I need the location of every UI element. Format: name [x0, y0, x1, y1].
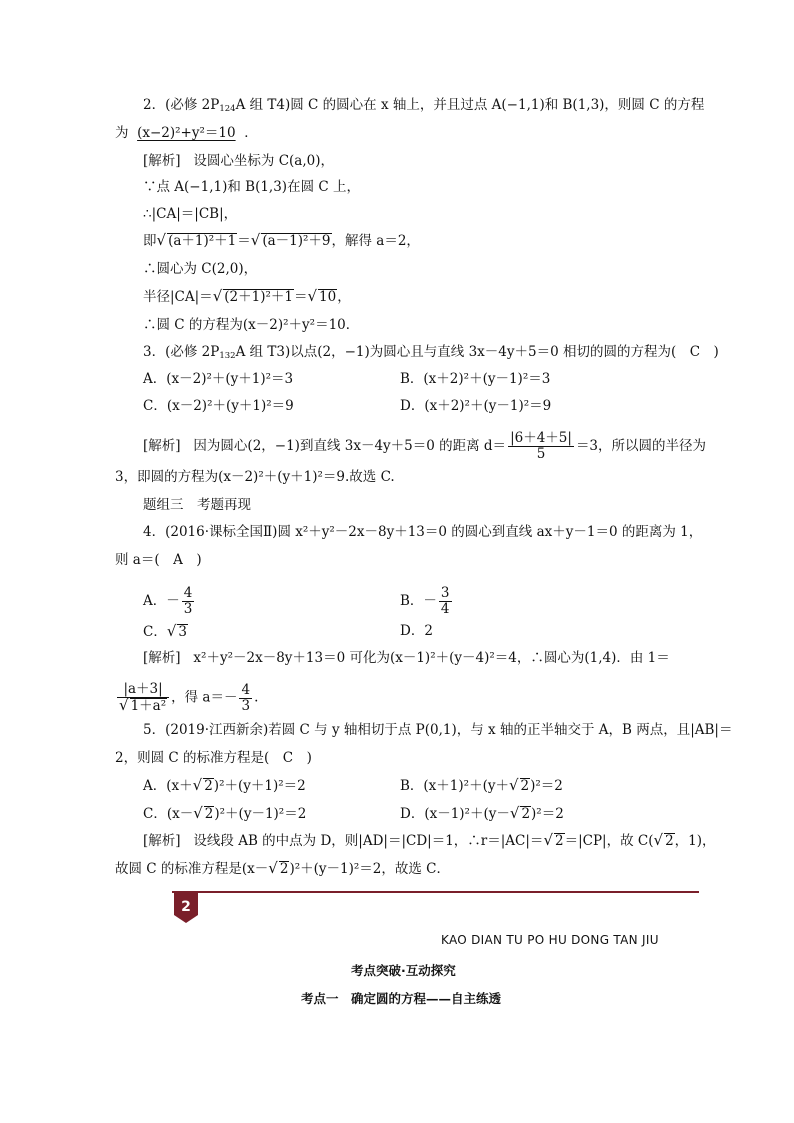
- q2-answer: (x−2)²+y²＝10: [137, 125, 236, 141]
- badge-number: 2: [181, 899, 191, 915]
- q2-solution-line3: ∴|CA|＝|CB|，: [143, 206, 238, 222]
- q5-solution-line1: [解析] 设线段 AB 的中点为 D，则|AD|＝|CD|＝1，∴r＝|AC|＝√ 2＝|CP|，故 C(√ 2，1)，: [143, 831, 716, 849]
- q3-option-a: A．(x－2)²＋(y＋1)²＝3: [143, 371, 294, 387]
- badge-shape: [174, 893, 198, 923]
- q2-solution-line6: 半径|CA|＝√ (2＋1)²＋1＝√ 10，: [143, 287, 351, 305]
- q2-solution-line4: 即√ (a＋1)²＋1＝√ (a－1)²＋9，解得 a＝2，: [143, 231, 420, 249]
- q3-option-c: C．(x－2)²＋(y＋1)²＝9: [143, 398, 294, 414]
- q2-stem-line1: 2．(必修 $2P_{124}A$ 组 T4)圆 C 的圆心在 x 轴上，并且过点 A(−1,1)和 B(1,3)，则圆 C 的方程: [143, 97, 705, 114]
- solution-tag: [解析]: [143, 650, 181, 666]
- q5-option-c: C．(x－√ 2)²＋(y－1)²＝2: [143, 804, 307, 822]
- q5-option-d: D．(x－1)²＋(y－√ 2)²＝2: [400, 804, 564, 822]
- q3-option-b: B．(x＋2)²＋(y－1)²＝3: [400, 371, 551, 387]
- section-pinyin: KAO DIAN TU PO HU DONG TAN JIU: [441, 933, 659, 947]
- q4-option-a: A．－ $\frac{4}{3}$: [143, 585, 193, 617]
- solution-tag: [解析]: [143, 438, 181, 454]
- q2-solution-line2: ∵点 A(−1,1)和 B(1,3)在圆 C 上，: [143, 179, 360, 195]
- q3-stem: 3．(必修 $2P_{132}A$ 组 T3)以点(2，−1)为圆心且与直线 3x－4y＋5＝0 相切的圆的方程为( C ): [143, 344, 719, 361]
- q3-option-d: D．(x＋2)²＋(y－1)²＝9: [400, 398, 552, 414]
- section-title: 考点突破·互动探究: [351, 963, 456, 978]
- q4-stem-line1: 4．(2016·课标全国Ⅱ)圆 x²＋y²－2x－8y＋13＝0 的圆心到直线 ax＋y－1＝0 的距离为 1，: [143, 524, 703, 540]
- q4-stem-line2: 则 a＝( A ): [115, 552, 202, 568]
- section-divider: [172, 891, 699, 893]
- section-subtitle: 考点一 确定圆的方程——自主练透: [301, 991, 502, 1006]
- q2-solution-line5: ∴圆心为 C(2,0)，: [143, 261, 258, 277]
- q5-option-b: B．(x＋1)²＋(y＋√ 2)²＝2: [400, 776, 563, 794]
- q5-stem-line2: 2，则圆 C 的标准方程是( C ): [115, 750, 312, 766]
- q2-solution-line7: ∴圆 C 的方程为(x－2)²＋y²＝10．: [143, 317, 360, 333]
- distance-fraction: $\frac{|6+4+5|}{5}$: [510, 430, 572, 462]
- q3-solution-line2: 3，即圆的方程为(x－2)²＋(y＋1)²＝9.故选 C.: [115, 469, 395, 485]
- q4-solution-line1: [解析] x²＋y²－2x－8y＋13＝0 可化为(x－1)²＋(y－4)²＝4，∴圆心为(1,4)．由 1＝: [143, 650, 670, 666]
- q2-solution-line1: [解析] 设圆心坐标为 C(a,0)，: [143, 153, 335, 169]
- distance-fraction: $\frac{|a+3|}{\text{√ 1＋a²}}$: [117, 682, 169, 714]
- q5-option-a: A．(x＋√ 2)²＋(y＋1)²＝2: [143, 776, 306, 794]
- q4-option-b: B．－ $\frac{3}{4}$: [400, 585, 450, 617]
- solution-tag: [解析]: [143, 833, 181, 849]
- group3-heading: 题组三 考题再现: [143, 497, 251, 513]
- solution-tag: [解析]: [143, 153, 181, 169]
- q4-option-d: D．2: [400, 623, 433, 639]
- section-badge: [174, 893, 198, 923]
- q2-stem-line2: 为 (x−2)²+y²＝10 ．: [115, 125, 258, 141]
- q3-solution-line1: [解析] 因为圆心(2，−1)到直线 3x－4y＋5＝0 的距离 d＝ $\frac{|6+4+5|}{5}$ ＝3，所以圆的半径为: [143, 430, 707, 462]
- q4-solution-line2: $\frac{|a+3|}{\text{√ 1＋a²}}$ ，得 a＝－ $\frac{4}{3}$ .: [119, 681, 259, 714]
- q5-stem-line1: 5．(2019·江西新余)若圆 C 与 y 轴相切于点 P(0,1)，与 x 轴的正半轴交于 A，B 两点，且|AB|＝: [143, 722, 733, 738]
- q4-option-c: C．√ 3: [143, 622, 187, 640]
- q5-solution-line2: 故圆 C 的标准方程是(x－√ 2)²＋(y－1)²＝2，故选 C．: [115, 859, 451, 877]
